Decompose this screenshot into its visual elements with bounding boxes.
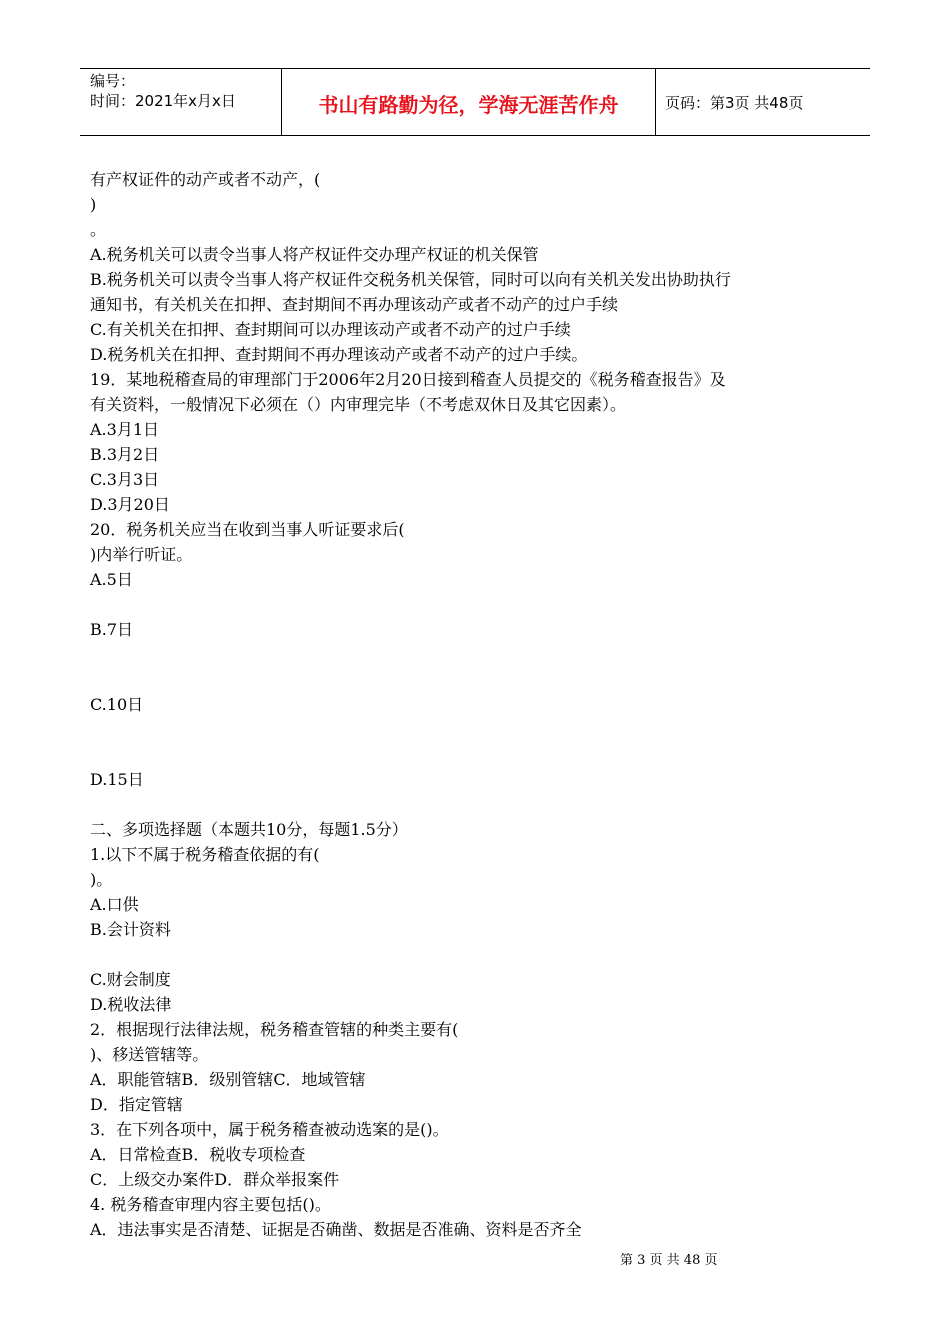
page-footer: 第 3 页 共 48 页 [620, 1253, 718, 1268]
body-line: A.税务机关可以责令当事人将产权证件交办理产权证的机关保管 [90, 245, 539, 264]
body-line: 。 [90, 220, 107, 239]
body-line: 4. 税务稽查审理内容主要包括()。 [90, 1195, 331, 1214]
body-line: D．指定管辖 [90, 1095, 183, 1114]
body-line: B.7日 [90, 620, 134, 639]
header-top-rule [80, 68, 870, 69]
body-line: 20．税务机关应当在收到当事人听证要求后( [90, 520, 405, 539]
header-code-label: 编号： [90, 72, 136, 90]
header-bottom-rule [80, 135, 870, 136]
body-line: )。 [90, 870, 113, 889]
body-line [90, 717, 870, 742]
body-line: 3．在下列各项中，属于税务稽查被动选案的是()。 [90, 1120, 449, 1139]
body-line: D.15日 [90, 770, 144, 789]
body-line: 1.以下不属于税务稽查依据的有( [90, 845, 320, 864]
body-line: A.5日 [90, 570, 133, 589]
body-line [90, 592, 870, 617]
body-line: B.税务机关可以责令当事人将产权证件交税务机关保管，同时可以向有关机关发出协助执行 [90, 270, 731, 289]
body-line: 2．根据现行法律法规，税务稽查管辖的种类主要有( [90, 1020, 459, 1039]
header-motto: 书山有路勤为径，学海无涯苦作舟 [318, 93, 619, 117]
body-line: C.有关机关在扣押、查封期间可以办理该动产或者不动产的过户手续 [90, 320, 571, 339]
body-line: 有关资料，一般情况下必须在（）内审理完毕（不考虑双休日及其它因素）。 [90, 395, 627, 414]
body-line: A．日常检查B．税收专项检查 [90, 1145, 306, 1164]
body-line [90, 942, 870, 967]
body-line: C.3月3日 [90, 470, 160, 489]
body-line: 有产权证件的动产或者不动产，( [90, 170, 321, 189]
body-line: A.口供 [90, 895, 139, 914]
body-line: C.10日 [90, 695, 144, 714]
body-line: 通知书，有关机关在扣押、查封期间不再办理该动产或者不动产的过户手续 [90, 295, 619, 314]
body-line: C.财会制度 [90, 970, 171, 989]
body-line: A.3月1日 [90, 420, 160, 439]
body-line: A．职能管辖B．级别管辖C．地域管辖 [90, 1070, 366, 1089]
body-line: D.税务机关在扣押、查封期间不再办理该动产或者不动产的过户手续。 [90, 345, 588, 364]
body-line: 19．某地税稽查局的审理部门于2006年2月20日接到稽查人员提交的《税务稽查报告》及 [90, 370, 726, 389]
body-line: B.3月2日 [90, 445, 160, 464]
header-date: 时间：2021年x月x日 [90, 92, 236, 110]
body-line: 二、多项选择题（本题共10分，每题1.5分） [90, 820, 408, 839]
body-line [90, 642, 870, 667]
body-line: D.3月20日 [90, 495, 170, 514]
header-divider-right [655, 68, 656, 135]
body-line: D.税收法律 [90, 995, 172, 1014]
body-line: ) [90, 195, 97, 214]
body-line: C．上级交办案件D．群众举报案件 [90, 1170, 340, 1189]
body-line: A．违法事实是否清楚、证据是否确凿、数据是否准确、资料是否齐全 [90, 1220, 582, 1239]
body-line [90, 667, 870, 692]
body-line [90, 742, 870, 767]
body-line: B.会计资料 [90, 920, 171, 939]
header-page-info: 页码：第3页 共48页 [665, 94, 804, 112]
body-line [90, 792, 870, 817]
document-body [90, 167, 870, 1242]
body-line: )内举行听证。 [90, 545, 193, 564]
body-line: )、移送管辖等。 [90, 1045, 209, 1064]
